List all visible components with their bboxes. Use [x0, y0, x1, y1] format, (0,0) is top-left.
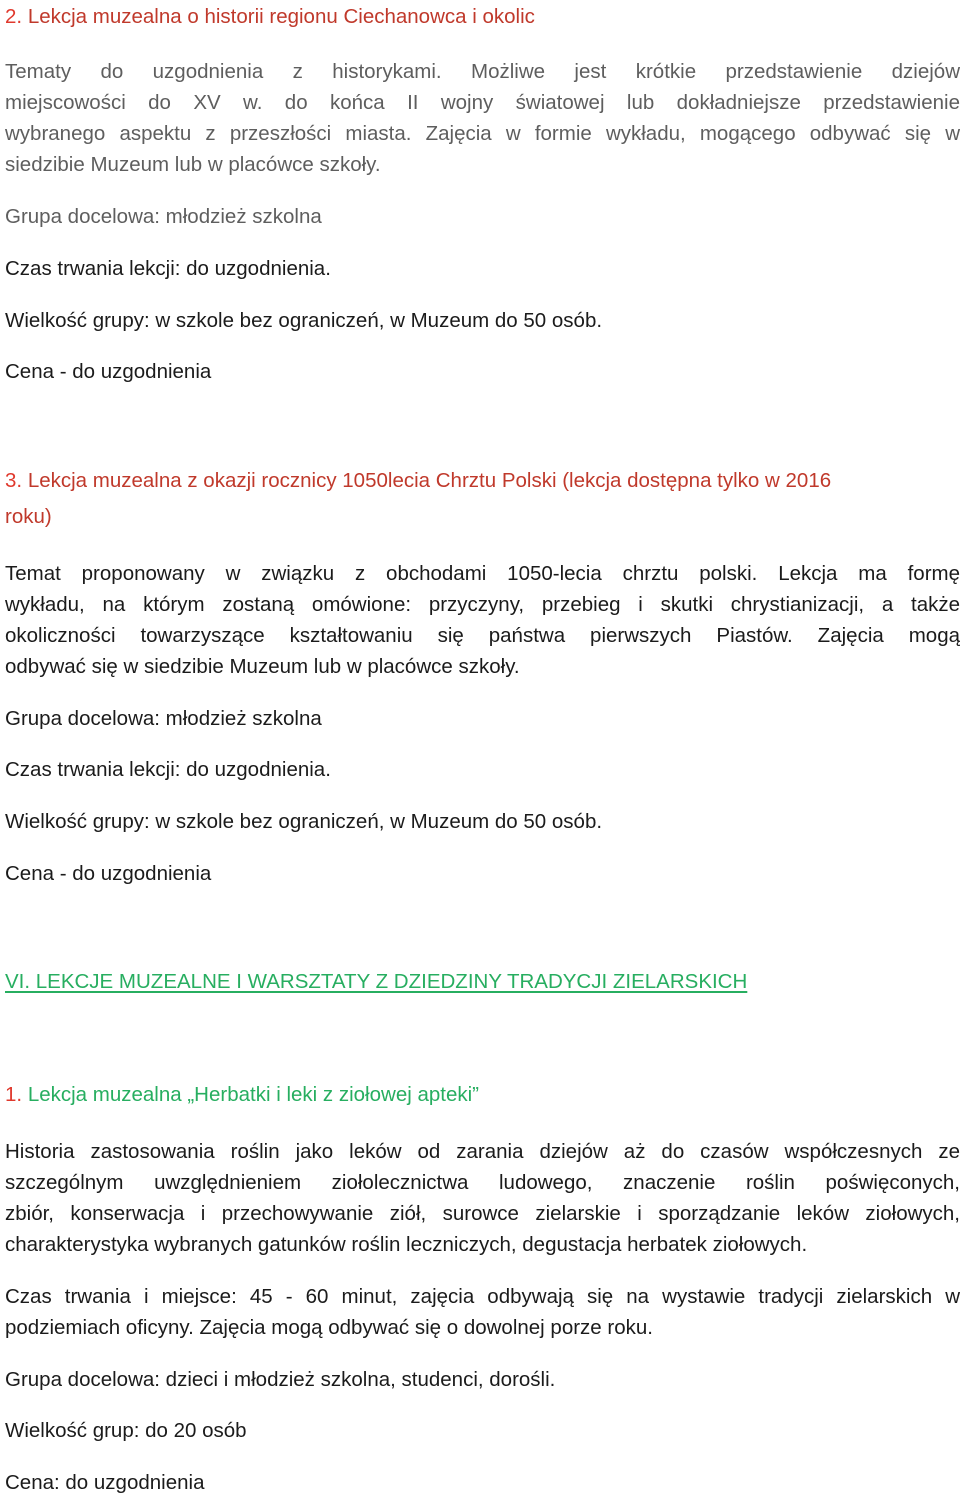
lesson-1-duration-line-1: Czas trwania i miejsce: 45 - 60 minut, zajęcia odbywają się na wystawie tradycji zielarskich w: [5, 1285, 960, 1308]
section-2-desc-line-4: siedzibie Muzeum lub w placówce szkoły.: [5, 153, 381, 176]
lesson-1-desc-line-2: szczególnym uwzględnieniem ziołolecznictwa ludowego, znaczenie roślin poświęconych,: [5, 1171, 960, 1194]
section-3-target-group: Grupa docelowa: młodzież szkolna: [5, 707, 322, 730]
section-2-number: 2.: [5, 5, 23, 28]
section-2-desc-line-2: miejscowości do XV w. do końca II wojny światowej lub dokładniejsze przedstawienie: [5, 91, 960, 114]
section-2-desc-line-1: Tematy do uzgodnienia z historykami. Możliwe jest krótkie przedstawienie dziejów: [5, 60, 960, 83]
section-3-desc-line-2: wykładu, na którym zostaną omówione: przyczyny, przebieg i skutki chrystianizacji, a także: [5, 593, 960, 616]
section-3-title-line-2: roku): [5, 505, 52, 528]
section-3-desc-line-1: Temat proponowany w związku z obchodami 1050-lecia chrztu polski. Lekcja ma formę: [5, 562, 960, 585]
section-3-price: Cena - do uzgodnienia: [5, 862, 212, 885]
section-2-desc-line-3: wybranego aspektu z przeszłości miasta. Zajęcia w formie wykładu, mogącego odbywać się w: [5, 122, 960, 145]
lesson-1-heading: [5, 1082, 479, 1108]
section-2-target-group: Grupa docelowa: młodzież szkolna: [5, 205, 322, 228]
lesson-1-title: Lekcja muzealna „Herbatki i leki z ziołowej apteki”: [27, 1083, 480, 1106]
lesson-1-number: 1.: [5, 1083, 23, 1106]
section-3-number: 3.: [5, 469, 23, 492]
chapter-6-title: VI. LEKCJE MUZEALNE I WARSZTATY Z DZIEDZINY TRADYCJI ZIELARSKICH: [5, 970, 748, 993]
section-3-title-line-1: Lekcja muzealna z okazji rocznicy 1050lecia Chrztu Polski (lekcja dostępna tylko w 2016: [27, 469, 832, 492]
section-2-group-size: Wielkość grupy: w szkole bez ograniczeń, w Muzeum do 50 osób.: [5, 309, 603, 332]
section-2-duration: Czas trwania lekcji: do uzgodnienia.: [5, 257, 331, 280]
section-3-desc-line-3: okoliczności towarzyszące kształtowaniu się państwa pierwszych Piastów. Zajęcia mogą: [5, 624, 960, 647]
section-3-desc-line-4: odbywać się w siedzibie Muzeum lub w placówce szkoły.: [5, 655, 520, 678]
lesson-1-desc-line-3: zbiór, konserwacja i przechowywanie ziół, surowce zielarskie i sporządzanie leków ziołowych,: [5, 1202, 960, 1225]
section-2-price: Cena - do uzgodnienia: [5, 360, 212, 383]
section-3-heading: [5, 468, 831, 494]
section-3-group-size: Wielkość grupy: w szkole bez ograniczeń, w Muzeum do 50 osób.: [5, 810, 603, 833]
section-2-heading: [5, 4, 535, 30]
lesson-1-desc-line-1: Historia zastosowania roślin jako leków od zarania dziejów aż do czasów współczesnych ze: [5, 1140, 960, 1163]
lesson-1-target-group: Grupa docelowa: dzieci i młodzież szkolna, studenci, dorośli.: [5, 1368, 556, 1391]
lesson-1-desc-line-4: charakterystyka wybranych gatunków roślin leczniczych, degustacja herbatek ziołowych.: [5, 1233, 808, 1256]
lesson-1-group-size: Wielkość grup: do 20 osób: [5, 1419, 247, 1442]
section-2-title: Lekcja muzealna o historii regionu Ciechanowca i okolic: [27, 5, 535, 28]
lesson-1-price: Cena: do uzgodnienia: [5, 1471, 205, 1494]
section-3-duration: Czas trwania lekcji: do uzgodnienia.: [5, 758, 331, 781]
lesson-1-duration-line-2: podziemiach oficyny. Zajęcia mogą odbywać się o dowolnej porze roku.: [5, 1316, 653, 1339]
